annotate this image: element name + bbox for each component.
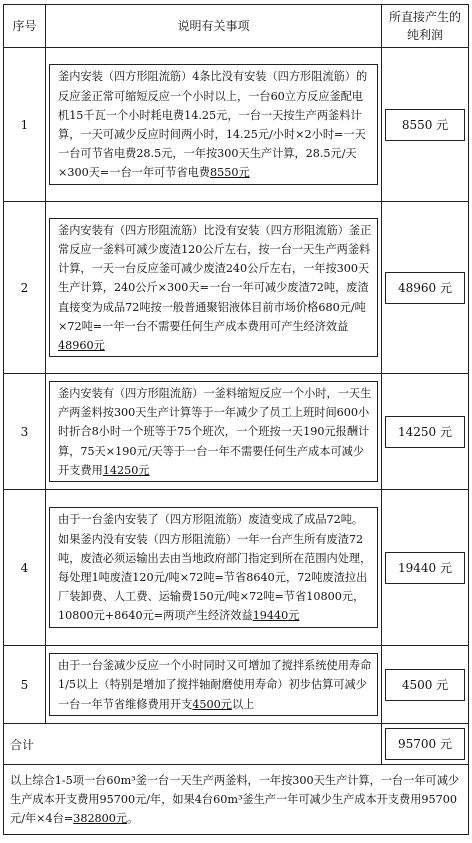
header-profit: [382, 5, 469, 48]
header-description: 说明有关事项: [46, 5, 382, 48]
row-index: 1: [4, 48, 46, 202]
row-description: [49, 507, 378, 627]
row-description: [49, 218, 378, 357]
row-index: 4: [4, 490, 46, 646]
table-row: [4, 374, 469, 490]
row-profit: 48960 元: [385, 272, 465, 304]
header-row: [4, 5, 469, 48]
row-text: 由于一台釜减少反应一个小时同时又可增加了搅拌系统使用寿命1/5以上（特别是增加了搅拌轴耐磨使用寿命）初步估算可减少一台一年节省维修费用开支: [58, 659, 372, 711]
row-description-cell: [46, 202, 382, 374]
row-profit-cell: [382, 48, 469, 202]
row-description-cell: [46, 646, 382, 724]
header-profit-line2: 纯利润: [406, 28, 443, 42]
row-index: 5: [4, 646, 46, 724]
summary-row: [4, 765, 469, 835]
cost-table: [3, 4, 469, 835]
summary-emphasis: 382800元: [73, 812, 128, 825]
row-emphasis: 19440元: [252, 609, 300, 623]
row-tail: 以上: [231, 697, 255, 711]
row-text: 釜内安装（四方形阻流筋）4条比没有安装（四方形阻流筋）的反应釜正常可缩短反应一个小时以上，一台60立方反应釜配电机15千瓦一个小时耗电费14.25元，一台一天按生产两釜料计算，一天可减少反应时间两小时，14.25元/小时×2小时=一天一台可节省电费28.5元，一年按300天生产计算，28.5元/天×300天=一台一年可节省电费: [58, 70, 368, 180]
table-row: [4, 202, 469, 374]
row-description-cell: [46, 48, 382, 202]
page: [3, 4, 468, 835]
row-text: 由于一台釜内安装了（四方形阻流筋）废渣变成了成品72吨。如果釜内没有安装（四方形阻流筋）一年一台产生所有废渣72吨，废渣必须运输出去由当地政府部门指定到所在范围内处理，每处理1吨废渣120元/吨×72吨=节省8640元，72吨废渣拉出厂装卸费、人工费、运输费150元/吨×72吨=节省10800元，10800元+8640元=两项产生经济效益: [58, 513, 372, 623]
summary-text: [4, 765, 469, 835]
table-row: [4, 48, 469, 202]
total-row: [4, 724, 469, 765]
total-label: 合计: [4, 724, 382, 765]
row-profit: 4500 元: [385, 669, 465, 701]
total-value: 95700 元: [385, 728, 465, 760]
row-description: [49, 381, 378, 482]
row-profit-cell: [382, 490, 469, 646]
row-description-cell: [46, 490, 382, 646]
row-profit-cell: [382, 646, 469, 724]
row-index: 2: [4, 202, 46, 374]
row-profit: 14250 元: [385, 416, 465, 448]
row-description: [49, 64, 378, 184]
row-emphasis: 48960元: [58, 339, 105, 352]
row-description: [49, 653, 378, 716]
total-value-cell: [382, 724, 469, 765]
table-row: [4, 646, 469, 724]
row-profit-cell: [382, 202, 469, 374]
header-index: 序号: [4, 5, 46, 48]
row-profit: 8550 元: [385, 109, 465, 141]
header-profit-line1: 所直接产生的: [388, 10, 461, 24]
summary-tail: 。: [127, 812, 139, 825]
row-emphasis: 4500元: [192, 697, 232, 711]
summary-body: 以上综合1-5项一台60m³釜一台一天生产两釜料，一年按300天生产计算，一台一年可减少生产成本开支费用95700元/年，如果4台60m³釜生产一年可减少生产成本开支费用95700元/年×4台=: [10, 774, 460, 825]
row-emphasis: 14250元: [102, 463, 150, 477]
row-text: 釜内安装有（四方形阻流筋）一釜料缩短反应一个小时，一天生产两釜料按300天生产计算等于一年减少了员工上班时间600小时折合8小时一个班等于75个班次，一个班按一天190元报酬计算，75天×190元/天等于一台一年不需要任何生产成本可减少开支费用: [58, 386, 372, 477]
row-profit: 19440 元: [385, 552, 465, 584]
row-index: 3: [4, 374, 46, 490]
row-profit-cell: [382, 374, 469, 490]
row-text: 釜内安装有（四方形阻流筋）比没有安装（四方形阻流筋）釜正常反应一釜料可减少废渣120公斤左右，按一台一天生产两釜料计算，一天一台反应釜可减少废渣240公斤左右，一年按300天生产计算，240公斤×300天=一台一年可减少废渣72吨，废渣直接变为成品72吨按一般普通聚铝液体目前市场价格680元/吨×72吨=一年一台不需要任何生产成本费用可产生经济效益: [58, 223, 372, 333]
row-description-cell: [46, 374, 382, 490]
row-emphasis: 8550元: [209, 166, 250, 180]
table-row: [4, 490, 469, 646]
